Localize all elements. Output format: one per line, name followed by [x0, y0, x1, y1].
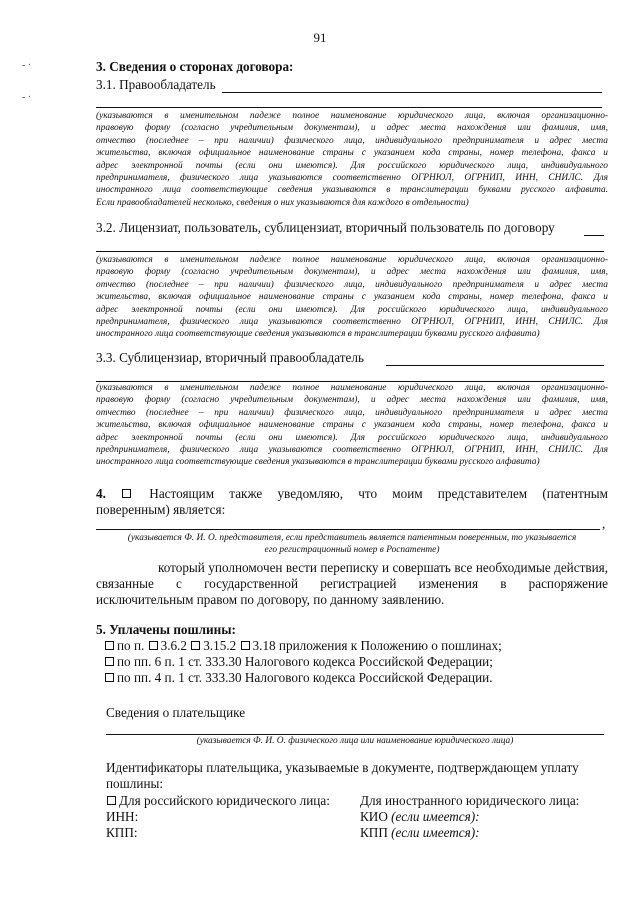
section-3-heading: 3. Сведения о сторонах договора:	[96, 59, 294, 74]
fee-line-1: по п. 3.6.2 3.15.2 3.18 приложения к Положению о пошлинах;	[104, 638, 502, 654]
payer-note: (указывается Ф. И. О. физического лица или наименование юридического лица)	[196, 736, 514, 746]
payer-ids-line2: пошлины:	[106, 776, 164, 791]
s4-body3: исключительным правом по договору, по данному заявлению.	[96, 592, 445, 607]
margin-mark: - ·	[22, 60, 32, 71]
s4-number: 4.	[96, 486, 106, 501]
payer-ids-line1: Идентификаторы плательщика, указываемые в документе, подтверждающем уплату	[106, 760, 579, 775]
fee-checkbox-1[interactable]	[105, 641, 114, 650]
p32-fill-line[interactable]	[584, 235, 604, 236]
p32-fill-line-2[interactable]	[96, 251, 604, 252]
fee-line-3: по пп. 4 п. 1 ст. 333.30 Налогового кодекса Российской Федерации.	[104, 670, 493, 686]
p31-fill-line-2[interactable]	[96, 107, 602, 108]
foreign-entity-label: Для иностранного юридического лица:	[360, 793, 580, 808]
fee-checkbox-3-18[interactable]	[241, 641, 250, 650]
s4-trailing-comma: ,	[602, 516, 606, 531]
fee-checkbox-2[interactable]	[105, 657, 114, 666]
section-5-heading: 5. Уплачены пошлины:	[96, 622, 236, 637]
s4-body2: связанные с государственной регистрацией изменения в распоряжение	[96, 576, 608, 591]
fee-line-2: по пп. 6 п. 1 ст. 333.30 Налогового кодекса Российской Федерации;	[104, 654, 493, 670]
ru-entity-checkbox[interactable]	[107, 796, 116, 805]
fee-checkbox-3[interactable]	[105, 673, 114, 682]
s4-body1: который уполномочен вести переписку и совершать все необходимые действия,	[158, 560, 608, 575]
kpp-foreign-label: КПП (если имеется):	[360, 825, 480, 840]
payer-label: Сведения о плательщике	[106, 705, 246, 720]
s4-text: Настоящим также уведомляю, что моим представителем (патентным	[149, 486, 609, 501]
inn-label: ИНН:	[106, 809, 139, 824]
s4-checkbox[interactable]	[122, 489, 131, 498]
page-number: 91	[313, 30, 327, 45]
s4-line1	[96, 486, 608, 502]
p33-note: (указываются в именительном падеже полное наименование юридического лица, включая организационно- правовую форму (согласно учредительным документам), и адрес места нахождения или фамилия, имя, отчество (последнее – при наличии) физического лица, индивидуального предпринимателя и адрес места жительства, включая официальное наименование страны с указанием кода страны, номер телефона, факса и адрес электронной почты (если они имеются). Для российского юридического лица, индивидуального предпринимателя, физического лица указываются соответственно ОГРНЮЛ, ОГРНИП, ИНН, СНИЛС. Для иностранного лица соответствующие сведения указываются в транслитерации буквами русского алфавита)	[96, 383, 608, 468]
p31-fill-line[interactable]	[222, 92, 602, 93]
p31-note: (указываются в именительном падеже полное наименование юридического лица, включая организационно- правовую форму (согласно учредительным документам), и адрес места нахождения или фамилия, имя, отчество (последнее – при наличии) физического лица, индивидуального предпринимателя и адрес места жительства, включая официальное наименование страны с указанием кода страны, номер телефона, факса и адрес электронной почты (если они имеются). Для российского юридического лица, индивидуального предпринимателя, физического лица указываются соответственно ОГРНЮЛ, ОГРНИП, ИНН, СНИЛС. Для иностранного лица соответствующие сведения указываются в транслитерации буквами русского алфавита. Если правообладателей несколько, сведения о них указываются для каждого в отдельности)	[96, 111, 608, 208]
ru-entity-option: Для российского юридического лица:	[106, 793, 330, 809]
representative-fill-line[interactable]	[96, 529, 600, 530]
kpp-label: КПП:	[106, 825, 138, 840]
p33-fill-line[interactable]	[386, 365, 604, 366]
s4-line2: поверенным) является:	[96, 502, 226, 517]
s4-note: (указывается Ф. И. О. представителя, если представитель является патентным поверенным, то указывается его регистрационный номер в Роспатенте)	[127, 533, 577, 556]
p31-label: 3.1. Правообладатель	[96, 77, 216, 92]
kio-label: КИО (если имеется):	[360, 809, 480, 824]
fee-checkbox-3-15-2[interactable]	[191, 641, 200, 650]
margin-mark: - ·	[22, 92, 32, 103]
p32-label: 3.2. Лицензиат, пользователь, сублицензиат, вторичный пользователь по договору	[96, 220, 555, 235]
p32-note: (указываются в именительном падеже полное наименование юридического лица, включая организационно- правовую форму (согласно учредительным документам), и адрес места нахождения или фамилия, имя, отчество (последнее – при наличии) физического лица, индивидуального предпринимателя и адрес места жительства, включая официальное наименование страны с указанием кода страны, номер телефона, факса и адрес электронной почты (если они имеются). Для российского юридического лица, индивидуального предпринимателя, физического лица указываются соответственно ОГРНЮЛ, ОГРНИП, ИНН, СНИЛС. Для иностранного лица соответствующие сведения указываются в транслитерации буквами русского алфавита)	[96, 255, 608, 340]
fee-checkbox-3-6-2[interactable]	[149, 641, 158, 650]
p33-label: 3.3. Сублицензиар, вторичный правообладатель	[96, 350, 364, 365]
